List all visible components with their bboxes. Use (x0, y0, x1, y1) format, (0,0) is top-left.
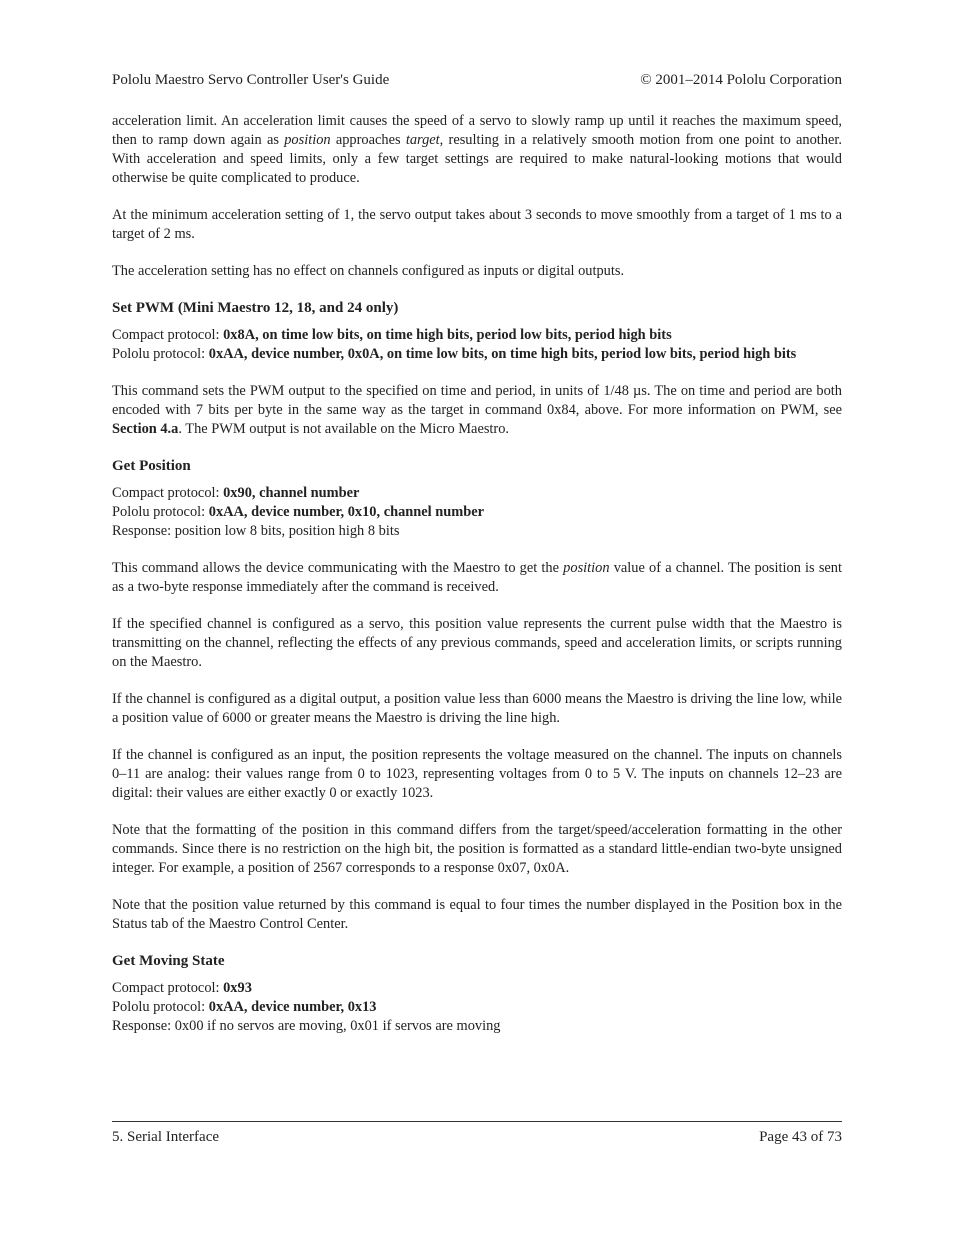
set-pwm-description (112, 382, 842, 439)
compact-protocol-line (112, 484, 842, 503)
command-bytes: 0xAA, device number, 0x10, channel number (208, 504, 485, 520)
text-run: This command allows the device communicating with the Maestro to get the (112, 560, 564, 576)
get-position-paragraph-6: Note that the position value returned by this command is equal to four times the number displayed in the Position box in the Status tab of the Maestro Control Center. (112, 897, 842, 932)
italic-term: position (563, 560, 610, 576)
text-run: . The PWM output is not available on the Micro Maestro. (178, 421, 510, 437)
command-bytes: 0xAA, device number, 0x0A, on time low bits, on time high bits, period low bits, period high bits (208, 346, 797, 362)
set-pwm-heading: Set PWM (Mini Maestro 12, 18, and 24 only) (112, 300, 399, 316)
page-content (112, 112, 842, 1054)
text-run: , resulting in a relatively smooth motion from one point to another. With acceleration and speed limits, only a few target settings are required to make natural-looking motions that would otherwise be quite complicated to produce. (112, 132, 842, 186)
pololu-protocol-line (112, 345, 842, 364)
label: Pololu protocol: (112, 999, 209, 1015)
footer-divider (112, 1121, 842, 1122)
compact-protocol-line (112, 979, 842, 998)
command-bytes: 0xAA, device number, 0x13 (208, 999, 377, 1015)
pololu-protocol-line (112, 503, 842, 522)
compact-protocol-line (112, 326, 842, 345)
text-run: This command sets the PWM output to the specified on time and period, in units of 1/48 µs. The on time and period are both encoded with 7 bits per byte in the same way as the target in command 0x84, above. For more information on PWM, see (112, 383, 842, 418)
label: Compact protocol: (112, 980, 224, 996)
get-moving-state-heading: Get Moving State (112, 953, 225, 969)
pololu-protocol-line (112, 998, 842, 1017)
text-run: acceleration limit. An acceleration limit causes the speed of a servo to slowly ramp up until it reaches the maximum speed, then to ramp down again as (112, 113, 842, 148)
page-number: Page 43 of 73 (759, 1129, 842, 1145)
label: Compact protocol: (112, 327, 224, 343)
italic-term: target (405, 132, 440, 148)
get-position-paragraph-5: Note that the formatting of the position in this command differs from the target/speed/acceleration formatting in the other commands. Since there is no restriction on the high bit, the position is formatted as a standard little-endian two-byte unsigned integer. For example, a position of 2567 corresponds to a response 0x07, 0x0A. (112, 822, 842, 876)
command-bytes: 0x8A, on time low bits, on time high bits, period low bits, period high bits (223, 327, 672, 343)
response-line: Response: position low 8 bits, position high 8 bits (112, 523, 400, 539)
get-position-paragraph-1 (112, 559, 842, 597)
text-run: approaches (330, 132, 406, 148)
command-bytes: 0x90, channel number (223, 485, 360, 501)
acceleration-paragraph (112, 112, 842, 188)
document-title: Pololu Maestro Servo Controller User's Guide (112, 72, 390, 88)
get-moving-state-protocols (112, 979, 842, 1036)
acceleration-note-paragraph: The acceleration setting has no effect on channels configured as inputs or digital outputs. (112, 263, 625, 279)
document-page (112, 0, 842, 1235)
italic-term: position (284, 132, 331, 148)
label: Pololu protocol: (112, 504, 209, 520)
section-link[interactable]: Section 4.a (112, 421, 179, 437)
label: Compact protocol: (112, 485, 224, 501)
get-position-protocols (112, 484, 842, 541)
get-position-paragraph-2: If the specified channel is configured as a servo, this position value represents the current pulse width that the Maestro is transmitting on the channel, reflecting the effects of any previous commands, speed and acceleration limits, or scripts running on the Maestro. (112, 616, 842, 670)
text-run: value of a channel. The position is sent as a two-byte response immediately after the command is received. (112, 560, 842, 595)
min-acceleration-paragraph: At the minimum acceleration setting of 1, the servo output takes about 3 seconds to move smoothly from a target of 1 ms to a target of 2 ms. (112, 207, 842, 242)
command-bytes: 0x93 (223, 980, 252, 996)
get-position-paragraph-4: If the channel is configured as an input, the position represents the voltage measured on the channel. The inputs on channels 0–11 are analog: their values range from 0 to 1023, representing voltages from 0 to 5 V. The inputs on channels 12–23 are digital: their values are either exactly 0 or exactly 1023. (112, 747, 842, 801)
label: Pololu protocol: (112, 346, 209, 362)
set-pwm-protocols (112, 326, 842, 364)
footer-section: 5. Serial Interface (112, 1129, 220, 1145)
response-line: Response: 0x00 if no servos are moving, 0x01 if servos are moving (112, 1018, 501, 1034)
get-position-paragraph-3: If the channel is configured as a digital output, a position value less than 6000 means the Maestro is driving the line low, while a position value of 6000 or greater means the Maestro is driving the line high. (112, 691, 842, 726)
copyright-notice: © 2001–2014 Pololu Corporation (640, 72, 842, 88)
get-position-heading: Get Position (112, 458, 191, 474)
